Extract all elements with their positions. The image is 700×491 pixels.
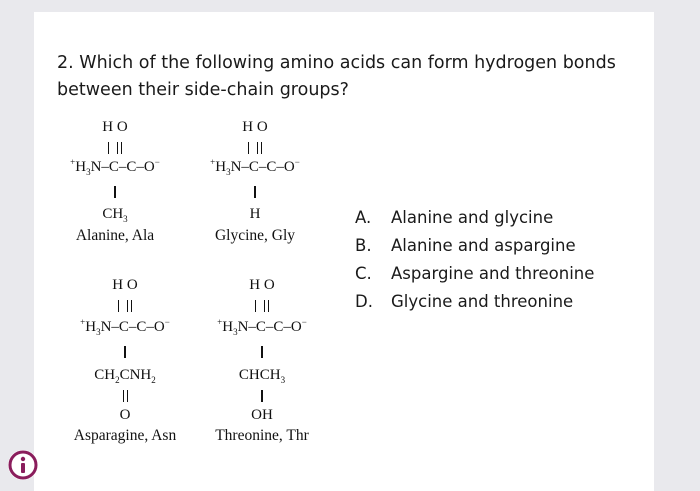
alanine-structure: H O $^+H_3N-C-C-O^-$ $CH_3$ Alanine, Ala (50, 120, 180, 250)
glycine-label: Glycine, Gly (214, 227, 296, 244)
answer-options (355, 203, 594, 315)
option-c-letter: C. (355, 263, 372, 283)
alanine-label: Alanine, Ala (75, 227, 155, 244)
option-d[interactable] (355, 287, 594, 315)
threonine-structure: H O $^+H_3N-C-C-O^-$ $CHCH_3$ OH Threonine, Thr (197, 278, 327, 448)
option-a[interactable] (355, 203, 594, 231)
option-a-letter: A. (355, 207, 372, 227)
asparagine-label: Asparagine, Asn (73, 427, 177, 444)
option-d-text: Glycine and threonine (391, 291, 574, 311)
option-a-text: Alanine and glycine (391, 207, 554, 227)
option-b[interactable] (355, 231, 594, 259)
option-b-text: Alanine and aspargine (391, 235, 576, 255)
threonine-label: Threonine, Thr (215, 427, 309, 444)
question-text: 2. Which of the following amino acids can form hydrogen bonds between their side-chain groups? (57, 53, 616, 100)
asparagine-structure: H O $^+H_3N-C-C-O^-$ $CH_2CNH_2$ O Asparagine, Asn (55, 278, 195, 448)
option-b-letter: B. (355, 235, 372, 255)
option-c-text: Aspargine and threonine (391, 263, 595, 283)
option-c[interactable] (355, 259, 594, 287)
glycine-structure: H O $^+H_3N-C-C-O^-$ H Glycine, Gly (190, 120, 320, 250)
info-icon[interactable] (8, 450, 38, 480)
option-d-letter: D. (355, 291, 373, 311)
